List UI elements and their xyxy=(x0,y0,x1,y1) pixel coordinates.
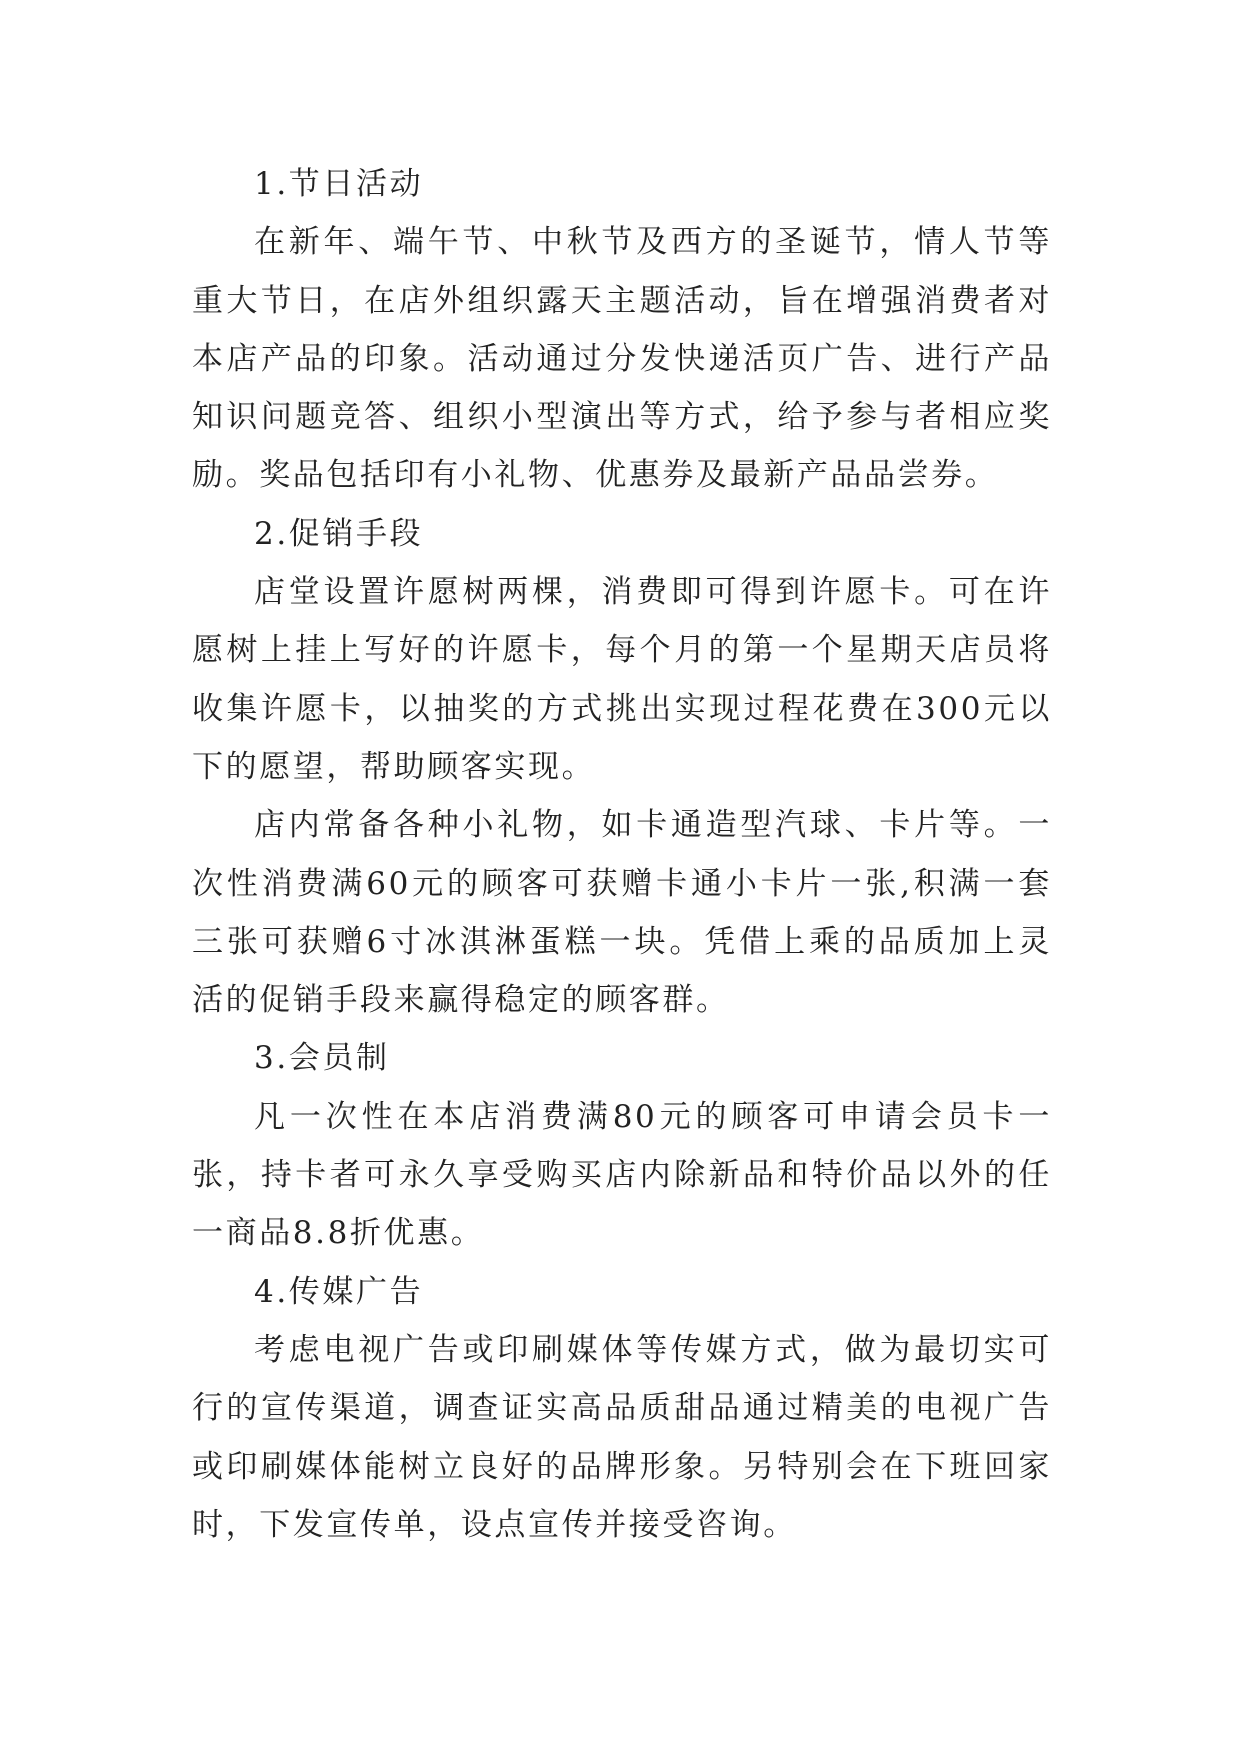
paragraph-small-gifts: 店内常备各种小礼物，如卡通造型汽球、卡片等。一次性消费满60元的顾客可获赠卡通小卡片一张,积满一套三张可获赠6寸冰淇淋蛋糕一块。凭借上乘的品质加上灵活的促销手段来赢得稳定的顾客群。 xyxy=(192,807,1052,1019)
paragraph-wishing-tree: 店堂设置许愿树两棵，消费即可得到许愿卡。可在许愿树上挂上写好的许愿卡，每个月的第一个星期天店员将收集许愿卡，以抽奖的方式挑出实现过程花费在300元以下的愿望，帮助顾客实现。 xyxy=(192,574,1052,785)
section-heading-promotion-methods: 2.促销手段 xyxy=(254,515,424,552)
paragraph-media-advertising: 考虑电视广告或印刷媒体等传媒方式，做为最切实可行的宣传渠道，调查证实高品质甜品通过精美的电视广告或印刷媒体能树立良好的品牌形象。另特别会在下班回家时，下发宣传单，设点宣传并接受咨询。 xyxy=(192,1331,1052,1543)
document-body xyxy=(192,155,1052,1554)
section-heading-festival-activities: 1.节日活动 xyxy=(254,166,424,202)
section-heading-membership: 3.会员制 xyxy=(254,1040,390,1077)
paragraph-membership: 凡一次性在本店消费满80元的顾客可申请会员卡一张，持卡者可永久享受购买店内除新品和特价品以外的任一商品8.8折优惠。 xyxy=(192,1098,1052,1252)
paragraph-festival-activities: 在新年、端午节、中秋节及西方的圣诞节，情人节等重大节日，在店外组织露天主题活动，旨在增强消费者对本店产品的印象。活动通过分发快递活页广告、进行产品知识问题竞答、组织小型演出等方式，给予参与者相应奖励。奖品包括印有小礼物、优惠券及最新产品品尝券。 xyxy=(192,224,1052,494)
section-heading-media-advertising: 4.传媒广告 xyxy=(254,1273,424,1310)
